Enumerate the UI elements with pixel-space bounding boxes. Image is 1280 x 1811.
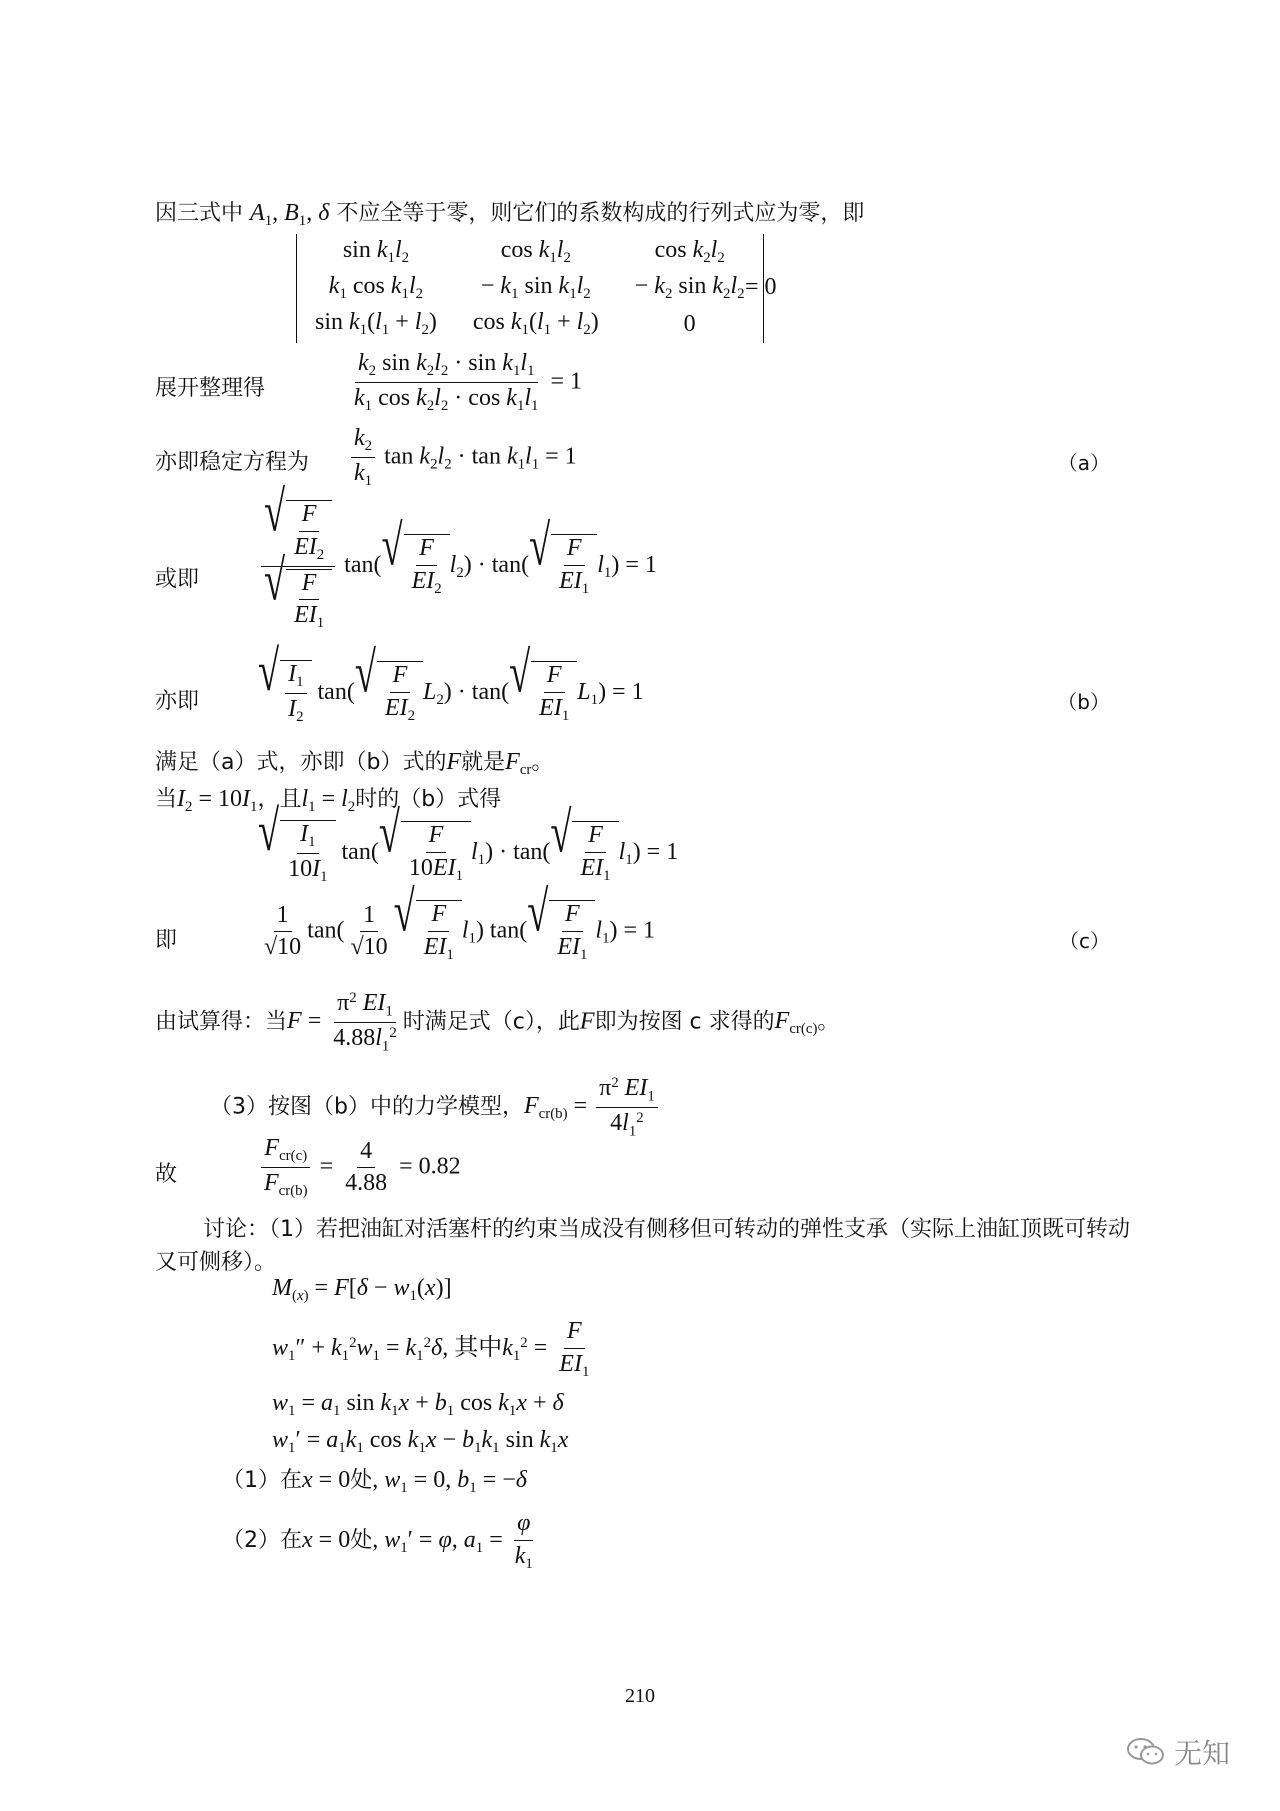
differential-equation: $w_1'' + k_1^2w_1 = k_1^2\delta$, 其中$k_1^2$ = $\frac{F}{EI_1}$ <box>272 1318 590 1380</box>
trial-line: 由试算得：当F = $\frac{\pi^2 EI_1}{4.88l_1^2}$ 时满足式（c），此F即为按图 c 求得的$F_{cr(c)}$。 <box>155 990 840 1055</box>
stability-label: 亦即稳定方程为 <box>155 450 310 475</box>
condition-2: （2）在x = 0处, $w_1' = \varphi$, $a_1$ = $\frac{\varphi}{k_1}$ <box>222 1510 533 1572</box>
ratio-equation: $\frac{F_{cr(c)}}{F_{cr(b)}}$ = $\frac{4}{4.88}$ = 0.82 <box>258 1135 461 1201</box>
moment-equation: $M_{(x)} = F[\delta - w_1(x)]$ <box>272 1275 452 1305</box>
page-number: 210 <box>625 1685 655 1707</box>
therefore-label: 故 <box>155 1162 178 1187</box>
wechat-icon <box>1126 1736 1166 1768</box>
condition-1: （1）在x = 0处, $w_1 = 0$, $b_1 = -\delta$ <box>222 1467 527 1497</box>
equation-or: √ $\frac{F}{EI_2}$ √ $\frac{F}{EI_1}$ tan( √ $\frac{F}{EI_2}$ $l_2) \cdot \tan$( √ $\frac{F}{EI_1}$ $l_1) = 1$ <box>258 500 657 633</box>
derivative-equation: $w_1' = a_1k_1$ $\cos k_1x - b_1k_1$ $\sin k_1x$ <box>272 1427 569 1457</box>
ie-label: 即 <box>155 928 178 953</box>
equation-c: $\frac{1}{√10}$ tan( $\frac{1}{√10}$ √ $\frac{F}{EI_1}$ $l_1$) tan( √ $\frac{F}{EI_1}$ $l_1) = 1$ <box>264 881 656 963</box>
equation-b: √ $\frac{I_1}{I_2}$ tan( √ $\frac{F}{EI_2}$ $L_2) \cdot \tan$( √ $\frac{F}{EI_1}$ $L_1) = 1$ <box>258 640 644 726</box>
satisfy-line: 满足（a）式，亦即（b）式的F就是$F_{cr}$。 <box>155 749 554 779</box>
intro-line: 因三式中 $A_1$, $B_1$, δ 不应全等于零，则它们的系数构成的行列式应为零，即 <box>155 200 865 230</box>
or-label: 或即 <box>155 567 200 592</box>
when-line: 当$I_2 = 10I_1$，且$l_1 = l_2$时的（b）式得 <box>155 786 502 816</box>
determinant: $\sin k_1l_2$ $\cos k_1l_2$ $\cos k_2l_2$ $k_1$ $\cos k_1l_2$ − $k_1$ $\sin k_1l_2$ − $k_2$ $\sin k_2l_2$ $\sin k_1(l_1 + l_2)$ $\cos k_1(l_1 + l_2)$ 0 <box>296 234 764 343</box>
expand-label: 展开整理得 <box>155 376 266 401</box>
also-label: 亦即 <box>155 689 200 714</box>
watermark <box>1126 1732 1230 1772</box>
det-equals-zero: = 0 <box>745 274 777 300</box>
eq-label-a: （a） <box>1057 451 1110 475</box>
watermark-text: 无知 <box>1173 1737 1230 1770</box>
model-line: （3）按图（b）中的力学模型，$F_{cr(b)}$ = $\frac{\pi^2 EI_1}{4l_1^2}$ <box>210 1075 661 1141</box>
expanded-equation: $\frac{k_2 \sin k_2l_2 \cdot \sin k_1l_1}{k_1 \cos k_2l_2 \cdot \cos k_1l_1}$ = 1 <box>354 350 583 415</box>
equation-substituted: √ $\frac{I_1}{10I_1}$ tan( √ $\frac{F}{10EI_1}$ $l_1) \cdot \tan$( √ $\frac{F}{EI_1}$ $l_1) = 1$ <box>258 800 679 886</box>
discussion-paragraph: 讨论：（1）若把油缸对活塞杆的约束当成没有侧移但可转动的弹性支承（实际上油缸顶既可转动又可侧移）。 <box>155 1217 1131 1275</box>
equation-a: $\frac{k_2}{k_1}$ $\tan k_2l_2 \cdot \tan k_1l_1 = 1$ <box>348 425 577 491</box>
solution-equation: $w_1 = a_1$ $\sin k_1x + b_1$ $\cos k_1x + \delta$ <box>272 1390 564 1420</box>
eq-label-b: （b） <box>1057 690 1110 714</box>
eq-label-c: （c） <box>1059 929 1110 953</box>
